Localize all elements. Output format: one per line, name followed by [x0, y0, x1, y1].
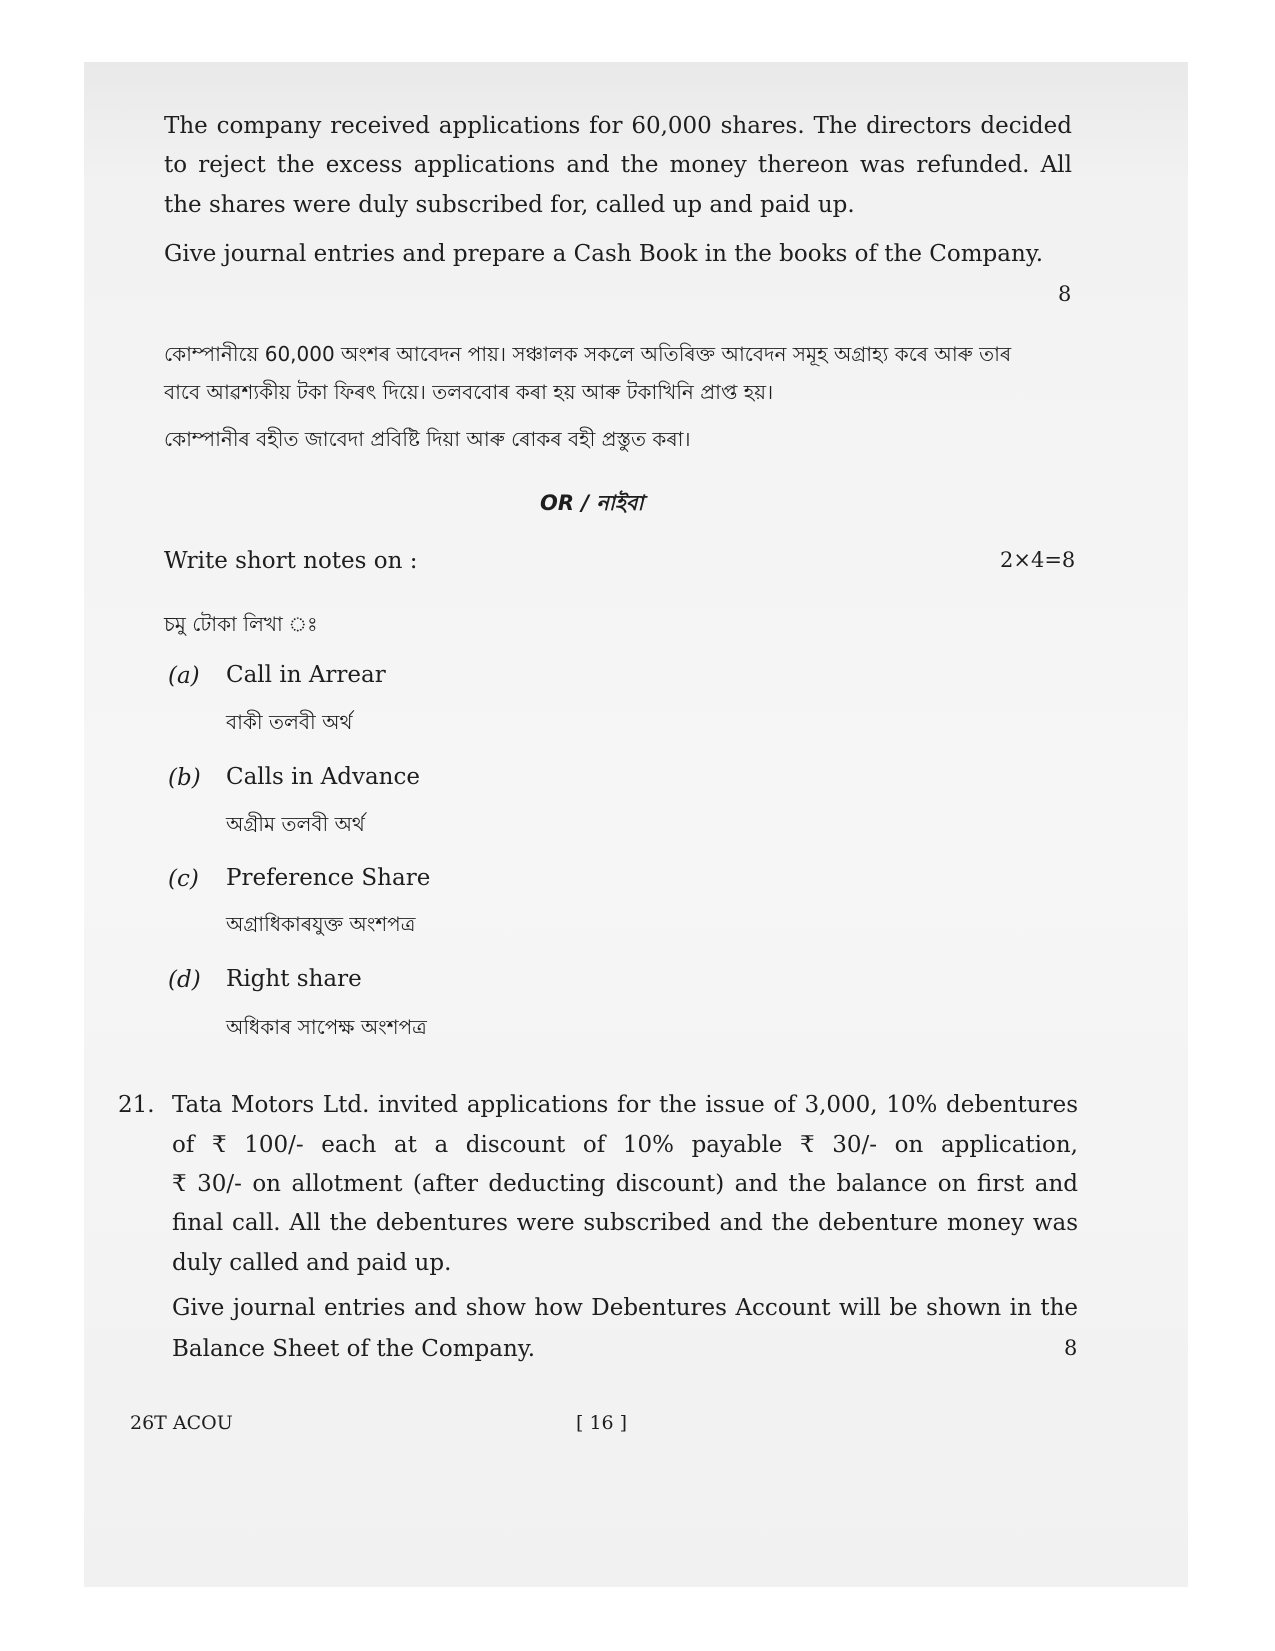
paragraph-line: the shares were duly subscribed for, called up and paid up. — [164, 192, 855, 218]
marks-label: 8 — [1064, 1336, 1078, 1360]
item-bengali: অগ্ৰীম তলবী অৰ্থ — [226, 812, 365, 836]
marks-label: 2×4=8 — [1000, 548, 1076, 572]
question-line: Balance Sheet of the Company. — [172, 1336, 536, 1362]
bengali-line: কোম্পানীয়ে 60,000 অংশৰ আবেদন পায়। সঞ্চালক সকলে অতিৰিক্ত আবেদন সমূহ অগ্ৰাহ্য কৰে আৰু তাৰ — [164, 342, 1012, 366]
item-label: (b) — [168, 765, 201, 791]
item-text: Preference Share — [226, 865, 431, 891]
item-text: Call in Arrear — [226, 662, 386, 688]
paragraph-line: to reject the excess applications and the money thereon was refunded. All — [164, 152, 1072, 178]
question-line: of ₹ 100/- each at a discount of 10% payable ₹ 30/- on application, — [172, 1132, 1078, 1158]
item-bengali: অধিকাৰ সাপেক্ষ অংশপত্ৰ — [226, 1015, 427, 1039]
question-number: 21. — [118, 1092, 155, 1118]
question-line: Tata Motors Ltd. invited applications for the issue of 3,000, 10% debentures — [172, 1092, 1078, 1118]
item-label: (d) — [168, 967, 201, 993]
question-line: Give journal entries and show how Debentures Account will be shown in the — [172, 1295, 1078, 1321]
item-text: Right share — [226, 966, 362, 992]
bengali-line: কোম্পানীৰ বহীত জাবেদা প্ৰবিষ্টি দিয়া আৰু ৰোকৰ বহী প্ৰস্তুত কৰা। — [164, 427, 691, 451]
short-notes-heading: Write short notes on : — [164, 548, 418, 574]
question-line: ₹ 30/- on allotment (after deducting discount) and the balance on first and — [172, 1171, 1078, 1197]
or-separator: OR / নাইবা — [540, 491, 644, 515]
question-line: final call. All the debentures were subscribed and the debenture money was — [172, 1210, 1078, 1236]
page-number: [ 16 ] — [576, 1412, 628, 1434]
bengali-line: বাবে আৱশ্যকীয় টকা ফিৰৎ দিয়ে। তলববোৰ কৰা হয় আৰু টকাখিনি প্ৰাপ্ত হয়। — [164, 380, 774, 404]
paper-code: 26T ACOU — [130, 1412, 233, 1434]
item-label: (a) — [168, 663, 200, 689]
question-line: duly called and paid up. — [172, 1250, 452, 1276]
item-label: (c) — [168, 866, 199, 892]
item-bengali: অগ্ৰাধিকাৰযুক্ত অংশপত্ৰ — [226, 912, 416, 936]
item-bengali: বাকী তলবী অৰ্থ — [226, 710, 353, 734]
paragraph-line: The company received applications for 60,000 shares. The directors decided — [164, 113, 1072, 139]
marks-label: 8 — [1058, 282, 1072, 306]
item-text: Calls in Advance — [226, 764, 420, 790]
short-notes-heading-bengali: চমু টোকা লিখা ঃ — [164, 612, 318, 636]
instruction-text: Give journal entries and prepare a Cash Book in the books of the Company. — [164, 241, 1044, 267]
